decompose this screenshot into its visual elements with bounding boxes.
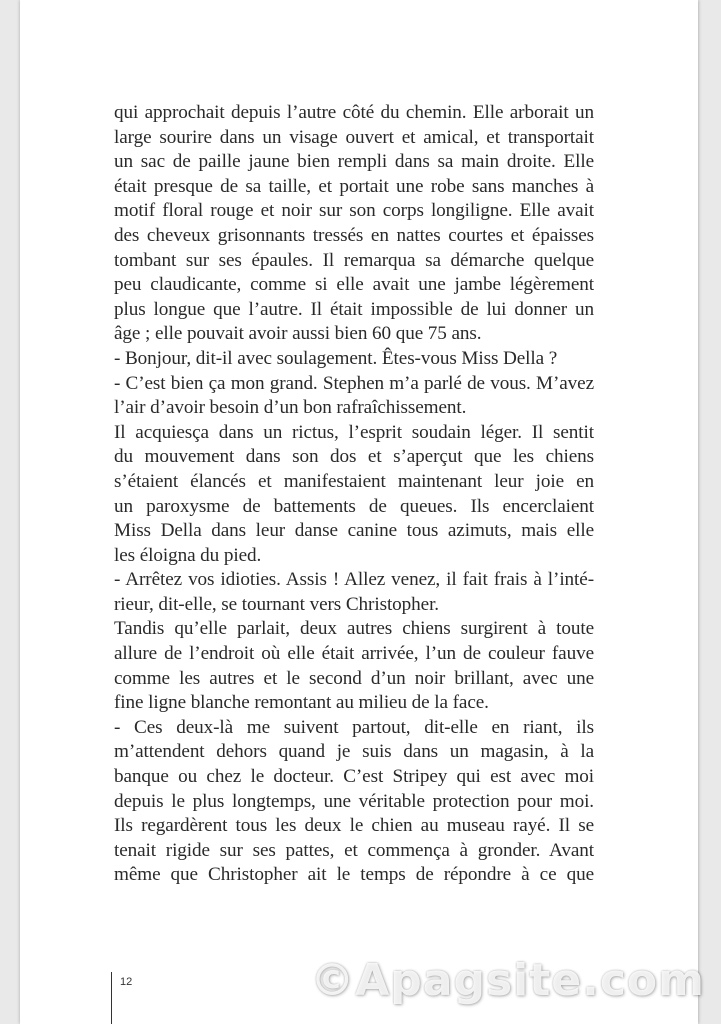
text-line: même que Christopher ait le temps de répondre à ce que — [114, 864, 594, 886]
text-line: tombant sur ses épaules. Il remarqua sa démarche quelque — [114, 249, 594, 271]
text-line: fine ligne blanche remontant au milieu de la face. — [114, 692, 489, 714]
text-line: des cheveux grisonnants tressés en nattes courtes et épaisses — [114, 224, 594, 246]
text-line: rieur, dit-elle, se tournant vers Christopher. — [114, 593, 439, 615]
body-text — [114, 101, 594, 888]
text-line: Ils regardèrent tous les deux le chien au museau rayé. Il se — [114, 815, 594, 837]
page-number-rule — [111, 972, 112, 1024]
text-line: - C’est bien ça mon grand. Stephen m’a parlé de vous. M’avez — [114, 372, 594, 394]
text-line: qui approchait depuis l’autre côté du chemin. Elle arborait un — [114, 102, 594, 123]
text-line: s’étaient élancés et manifestaient maintenant leur joie en — [114, 470, 594, 492]
watermark: ©Apagsite.com — [310, 955, 705, 1006]
text-line: - Arrêtez vos idioties. Assis ! Allez venez, il fait frais à l’inté- — [114, 569, 594, 591]
text-line: allure de l’endroit où elle était arrivée, l’un de couleur fauve — [114, 643, 594, 665]
text-line: large sourire dans un visage ouvert et amical, et transportait — [114, 126, 594, 148]
page-number: 12 — [120, 976, 133, 988]
text-line: un sac de paille jaune bien rempli dans sa main droite. Elle — [114, 151, 594, 173]
text-line: les éloigna du pied. — [114, 544, 262, 566]
text-line: Miss Della dans leur danse canine tous azimuts, mais elle — [114, 520, 594, 542]
text-line: un paroxysme de battements de queues. Ils encerclaient — [114, 495, 594, 517]
text-line: âge ; elle pouvait avoir aussi bien 60 que 75 ans. — [114, 323, 482, 345]
text-line: était presque de sa taille, et portait une robe sans manches à — [114, 175, 594, 197]
text-line: peu claudicante, comme si elle avait une jambe légèrement — [114, 274, 594, 296]
text-line: du mouvement dans son dos et s’aperçut que les chiens — [114, 446, 594, 468]
text-line: m’attendent dehors quand je suis dans un magasin, à la — [114, 741, 594, 763]
text-line: - Bonjour, dit-il avec soulagement. Êtes-vous Miss Della ? — [114, 347, 558, 369]
text-line: motif floral rouge et noir sur son corps longiligne. Elle avait — [114, 200, 594, 222]
text-line: Il acquiesça dans un rictus, l’esprit soudain léger. Il sentit — [114, 421, 594, 443]
text-line: Tandis qu’elle parlait, deux autres chiens surgirent à toute — [114, 618, 594, 640]
book-page — [20, 0, 698, 1024]
text-line: tenait rigide sur ses pattes, et commença à gronder. Avant — [114, 839, 594, 861]
text-line: - Ces deux-là me suivent partout, dit-elle en riant, ils — [114, 716, 594, 738]
text-line: l’air d’avoir besoin d’un bon rafraîchissement. — [114, 397, 467, 419]
text-line: depuis le plus longtemps, une véritable protection pour moi. — [114, 790, 594, 812]
text-line: plus longue que l’autre. Il était impossible de lui donner un — [114, 298, 594, 320]
text-line: comme les autres et le second d’un noir brillant, avec une — [114, 667, 594, 689]
text-line: banque ou chez le docteur. C’est Stripey qui est avec moi — [114, 766, 594, 788]
